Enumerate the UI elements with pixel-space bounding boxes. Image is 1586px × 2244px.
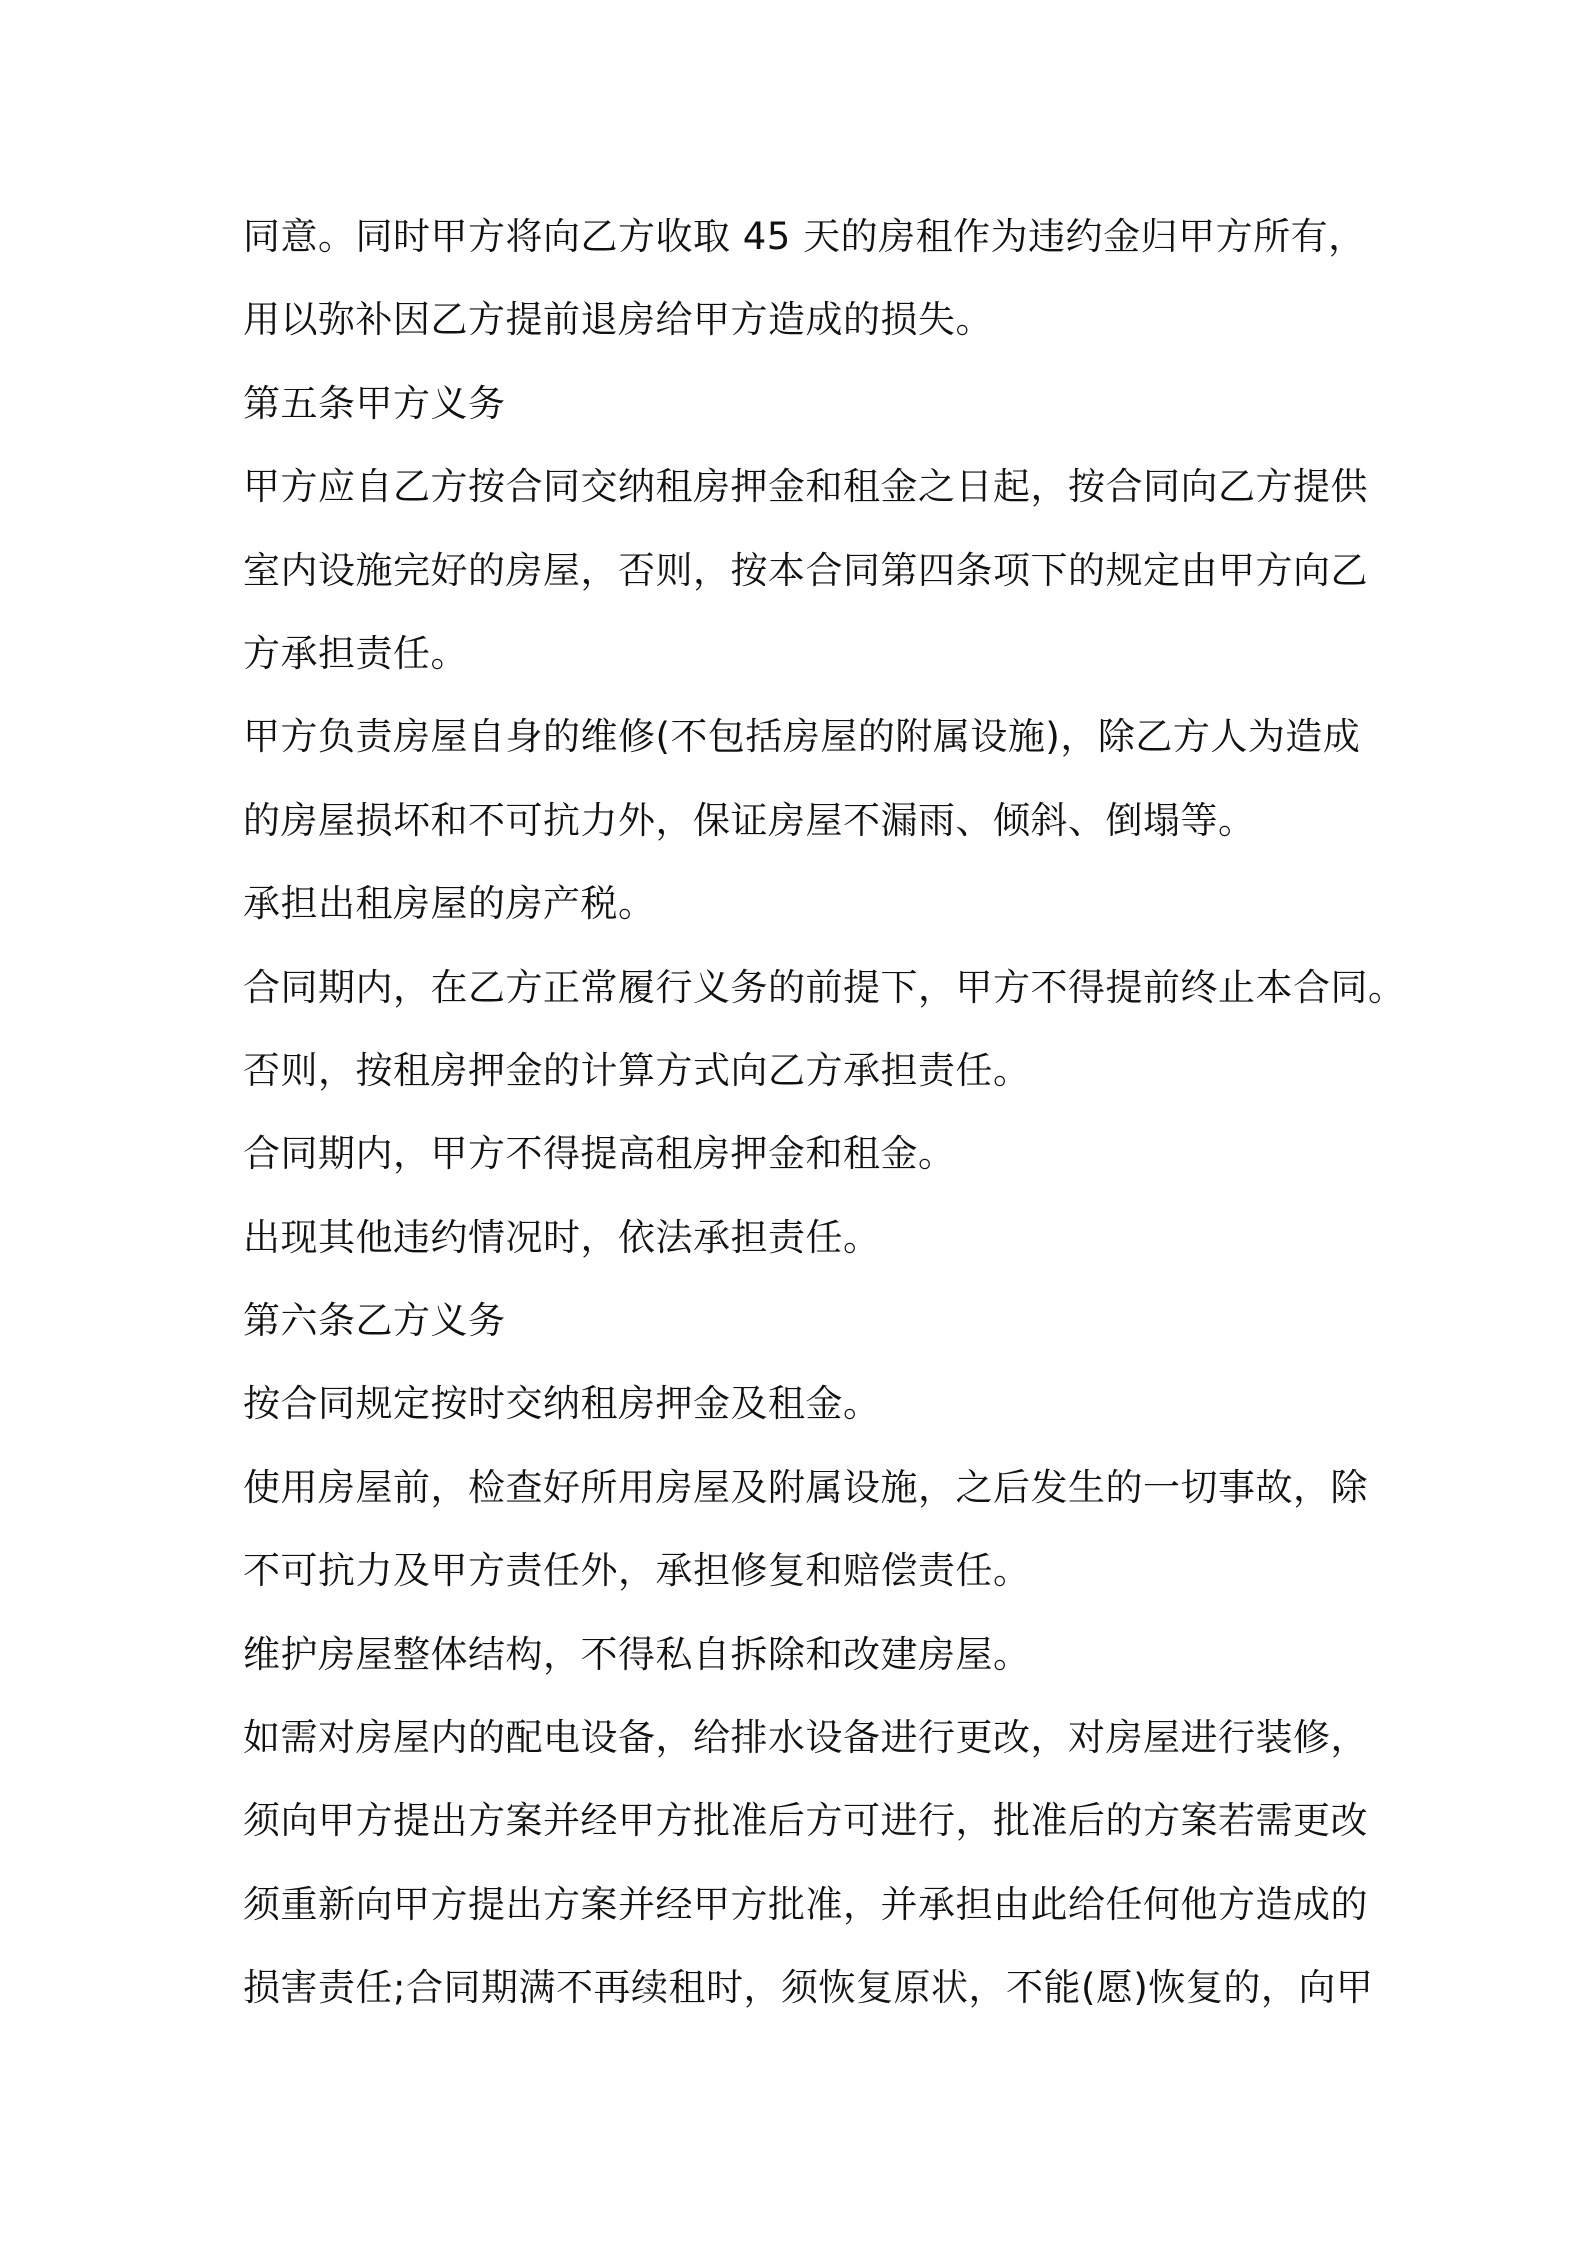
section-heading: 第六条乙方义务 — [243, 1299, 506, 1343]
text-line: 承担出租房屋的房产税。 — [243, 882, 656, 926]
contract-text-body — [243, 195, 1406, 2030]
text-line: 甲方应自乙方按合同交纳租房押金和租金之日起，按合同向乙方提供 — [243, 465, 1368, 509]
text-line: 室内设施完好的房屋，否则，按本合同第四条项下的规定由甲方向乙 — [243, 548, 1368, 592]
text-line: 方承担责任。 — [243, 631, 468, 675]
text-line: 须重新向甲方提出方案并经甲方批准，并承担由此给任何他方造成的 — [243, 1882, 1368, 1926]
text-line: 同意。同时甲方将向乙方收取 45 天的房租作为违约金归甲方所有， — [243, 215, 1366, 258]
text-line: 的房屋损坏和不可抗力外，保证房屋不漏雨、倾斜、倒塌等。 — [243, 798, 1256, 842]
text-line: 合同期内，在乙方正常履行义务的前提下，甲方不得提前终止本合同。 — [243, 965, 1406, 1009]
text-line: 维护房屋整体结构，不得私自拆除和改建房屋。 — [243, 1632, 1031, 1676]
text-line: 按合同规定按时交纳租房押金及租金。 — [243, 1382, 881, 1426]
text-line: 损害责任;合同期满不再续租时，须恢复原状，不能(愿)恢复的，向甲 — [243, 1966, 1374, 2010]
section-heading: 第五条甲方义务 — [243, 381, 506, 425]
text-line: 合同期内，甲方不得提高租房押金和租金。 — [243, 1132, 956, 1176]
text-line: 如需对房屋内的配电设备，给排水设备进行更改，对房屋进行装修， — [243, 1716, 1368, 1760]
text-line: 用以弥补因乙方提前退房给甲方造成的损失。 — [243, 298, 993, 342]
text-line: 出现其他违约情况时，依法承担责任。 — [243, 1215, 881, 1259]
text-line: 须向甲方提出方案并经甲方批准后方可进行，批准后的方案若需更改 — [243, 1799, 1368, 1843]
text-line: 不可抗力及甲方责任外，承担修复和赔偿责任。 — [243, 1549, 1031, 1593]
text-line: 使用房屋前，检查好所用房屋及附属设施，之后发生的一切事故，除 — [243, 1465, 1368, 1509]
text-line: 否则，按租房押金的计算方式向乙方承担责任。 — [243, 1048, 1031, 1092]
text-line: 甲方负责房屋自身的维修(不包括房屋的附属设施)，除乙方人为造成 — [243, 715, 1361, 759]
